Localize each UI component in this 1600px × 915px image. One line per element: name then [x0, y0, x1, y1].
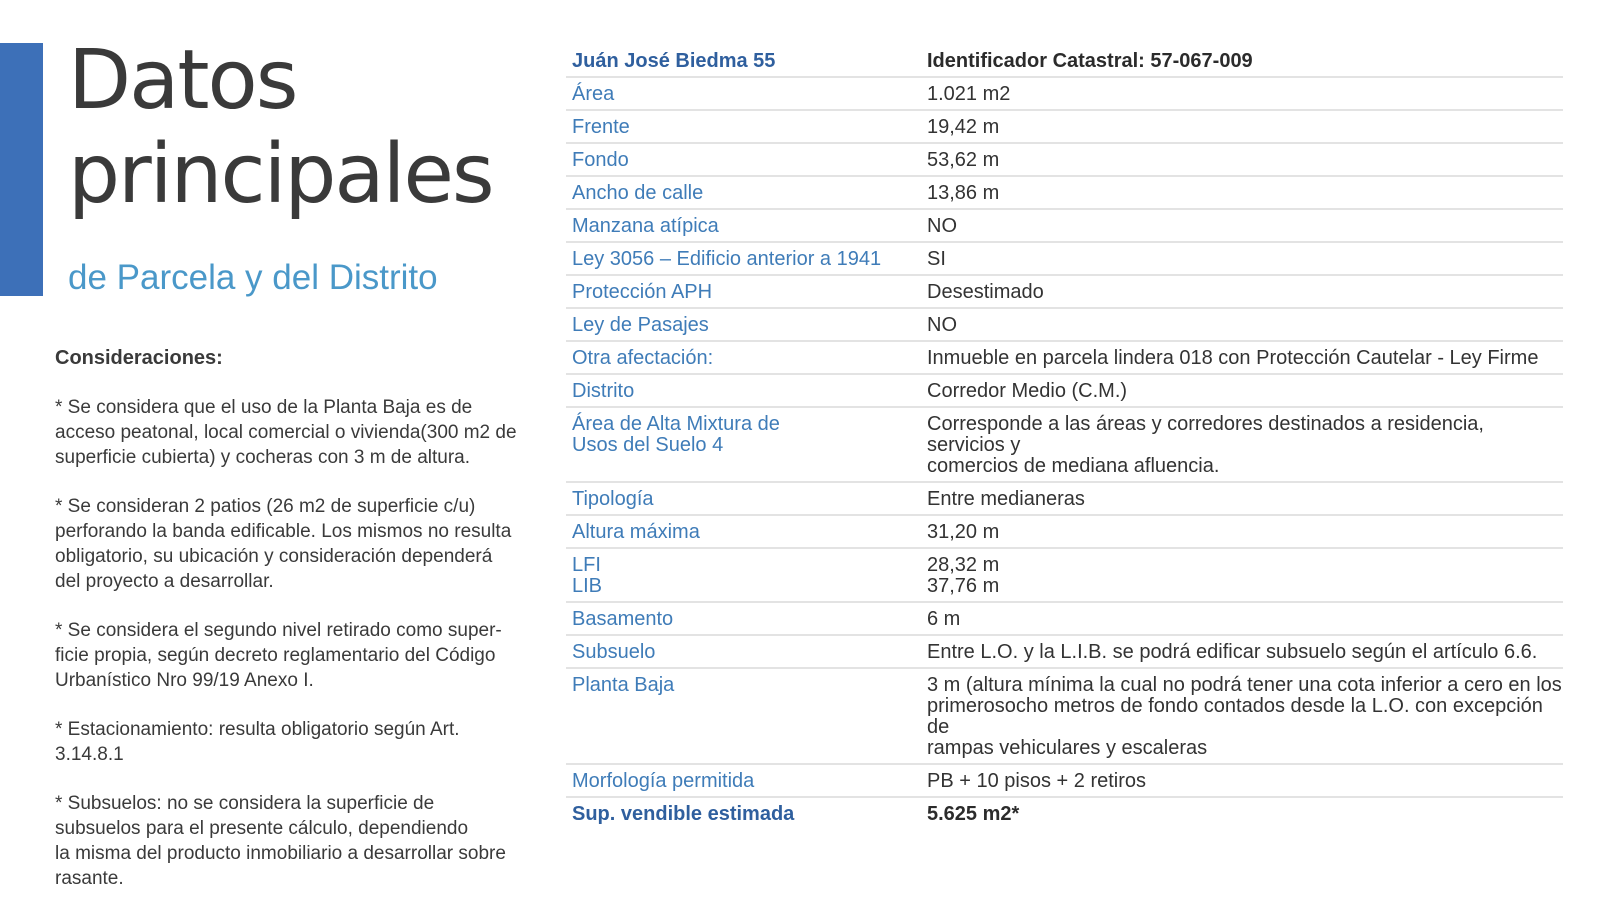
- row-label: Planta Baja: [572, 674, 675, 696]
- total-label: Sup. vendible estimada: [572, 803, 795, 825]
- table-row: [566, 408, 1563, 483]
- total-value: 5.625 m2*: [927, 803, 1020, 825]
- row-label: Fondo: [572, 149, 629, 171]
- row-label: Área: [572, 83, 615, 105]
- table-row: [566, 243, 1563, 276]
- considerations-heading: Consideraciones:: [55, 347, 223, 369]
- row-value: 31,20 m: [927, 521, 1000, 543]
- row-value: PB + 10 pisos + 2 retiros: [927, 770, 1147, 792]
- table-row: [566, 144, 1563, 177]
- table-row: [566, 516, 1563, 549]
- row-value: 28,32 m 37,76 m: [927, 554, 1000, 597]
- considerations-section: [55, 345, 535, 915]
- row-value: 1.021 m2: [927, 83, 1011, 105]
- table-row: [566, 483, 1563, 516]
- consideration-paragraph: * Se considera el segundo nivel retirado como super- ficie propia, según decreto reglamentario del Código Urbanístico Nro 99/19 Anexo I.: [55, 620, 502, 691]
- page-title: Datos principales: [68, 33, 493, 222]
- row-value: 53,62 m: [927, 149, 1000, 171]
- row-label: Frente: [572, 116, 630, 138]
- table-row: [566, 276, 1563, 309]
- row-label: Ley 3056 – Edificio anterior a 1941: [572, 248, 882, 270]
- table-row: [566, 177, 1563, 210]
- row-value: NO: [927, 314, 957, 336]
- table-row: [566, 78, 1563, 111]
- table-total-row: [566, 798, 1563, 829]
- accent-bar: [0, 43, 43, 296]
- row-value: 3 m (altura mínima la cual no podrá tener una cota inferior a cero en los primerosocho metros de fondo contados desde la L.O. con excepción de rampas vehiculares y escaleras: [927, 674, 1562, 759]
- row-label: Tipología: [572, 488, 654, 510]
- row-label: Ley de Pasajes: [572, 314, 709, 336]
- row-value: Entre medianeras: [927, 488, 1085, 510]
- table-row: [566, 309, 1563, 342]
- row-label: Basamento: [572, 608, 674, 630]
- row-value: NO: [927, 215, 957, 237]
- table-row: [566, 375, 1563, 408]
- row-label: Distrito: [572, 380, 635, 402]
- parcel-data-table: [566, 45, 1563, 829]
- row-value: Corredor Medio (C.M.): [927, 380, 1128, 402]
- cadastral-id: Identificador Catastral: 57-067-009: [927, 50, 1253, 72]
- address-label: Juán José Biedma 55: [572, 50, 776, 72]
- row-value: 13,86 m: [927, 182, 1000, 204]
- consideration-paragraph: * Se consideran 2 patios (26 m2 de superficie c/u) perforando la banda edificable. Los mismos no resulta obligatorio, su ubicación y consideración dependerá del proyecto a desarrollar.: [55, 496, 512, 592]
- table-row: [566, 342, 1563, 375]
- row-label: Área de Alta Mixtura de Usos del Suelo 4: [572, 413, 780, 456]
- row-value: Desestimado: [927, 281, 1044, 303]
- table-row: [566, 210, 1563, 243]
- row-label: Ancho de calle: [572, 182, 704, 204]
- row-label: Otra afectación:: [572, 347, 714, 369]
- row-label: Manzana atípica: [572, 215, 719, 237]
- row-label: Altura máxima: [572, 521, 700, 543]
- table-row: [566, 549, 1563, 603]
- row-label: LFI LIB: [572, 554, 603, 597]
- row-label: Subsuelo: [572, 641, 656, 663]
- page-subtitle: de Parcela y del Distrito: [68, 258, 438, 297]
- row-value: Entre L.O. y la L.I.B. se podrá edificar subsuelo según el artículo 6.6.: [927, 641, 1538, 663]
- row-value: 19,42 m: [927, 116, 1000, 138]
- table-row: [566, 111, 1563, 144]
- table-row: [566, 603, 1563, 636]
- row-value: Inmueble en parcela lindera 018 con Protección Cautelar - Ley Firme: [927, 347, 1539, 369]
- consideration-paragraph: * Subsuelos: no se considera la superficie de subsuelos para el presente cálculo, dependiendo la misma del producto inmobiliario a desarrollar sobre rasante.: [55, 793, 506, 889]
- row-value: SI: [927, 248, 946, 270]
- table-row: [566, 765, 1563, 798]
- consideration-paragraph: * Se considera que el uso de la Planta Baja es de acceso peatonal, local comercial o vivienda(300 m2 de superficie cubierta) y cocheras con 3 m de altura.: [55, 397, 517, 468]
- table-header-row: [566, 45, 1563, 78]
- row-label: Protección APH: [572, 281, 713, 303]
- row-value: 6 m: [927, 608, 961, 630]
- table-row: [566, 636, 1563, 669]
- row-label: Morfología permitida: [572, 770, 755, 792]
- row-value: Corresponde a las áreas y corredores destinados a residencia, servicios y comercios de mediana afluencia.: [927, 413, 1484, 477]
- consideration-paragraph: * Estacionamiento: resulta obligatorio según Art. 3.14.8.1: [55, 719, 460, 765]
- table-row: [566, 669, 1563, 765]
